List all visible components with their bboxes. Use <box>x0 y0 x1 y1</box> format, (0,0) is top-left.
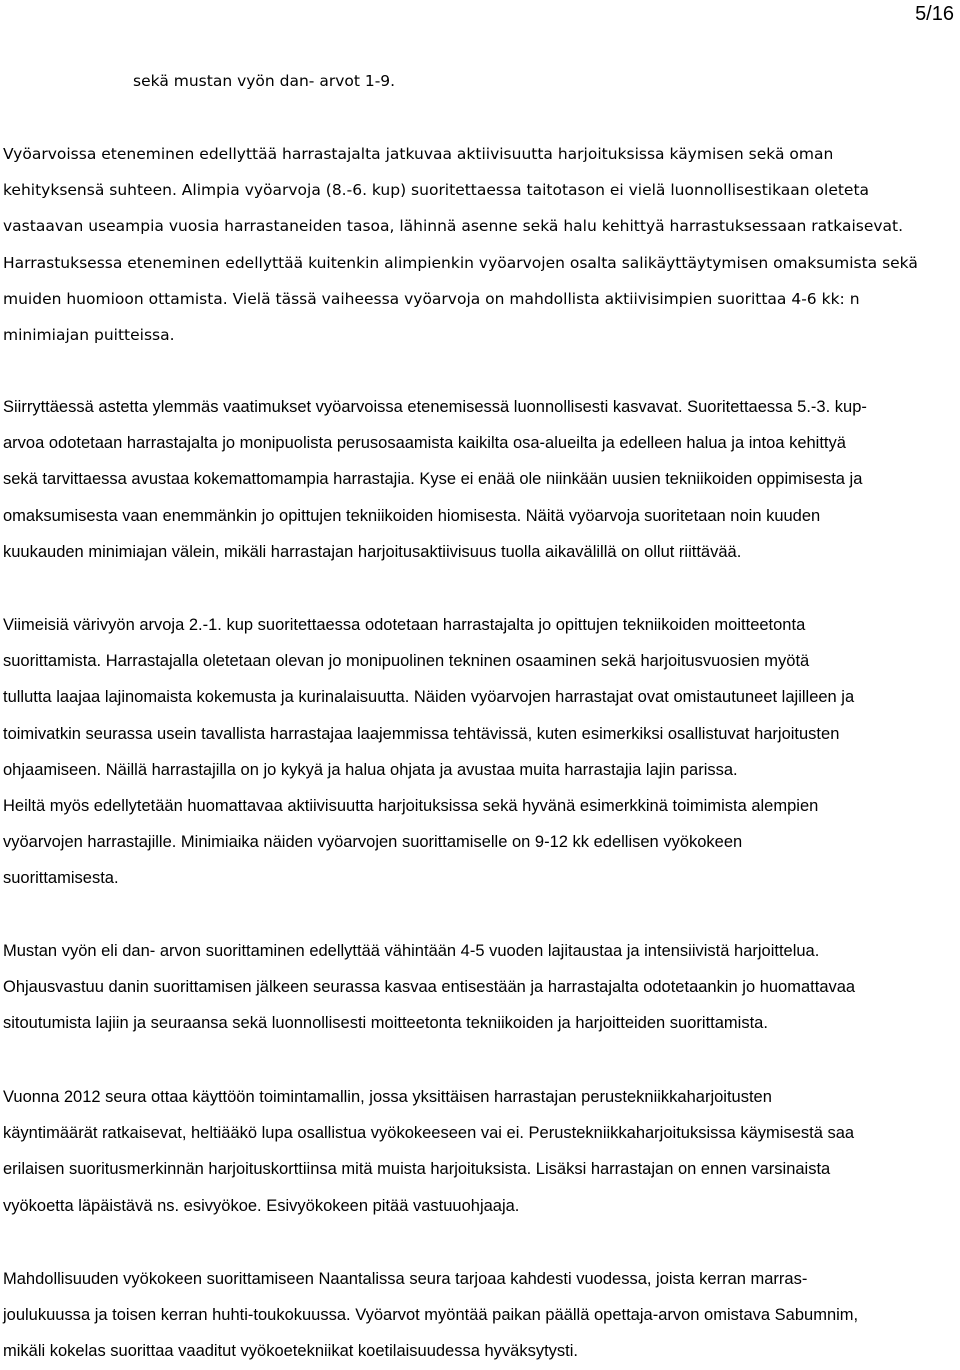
paragraph-3 <box>3 607 954 897</box>
text-line: Mustan vyön eli dan- arvon suorittaminen edellyttää vähintään 4-5 vuoden lajitaustaa ja intensiivistä harjoittelua. <box>3 942 820 960</box>
paragraph-6 <box>3 1261 954 1370</box>
text-line: sitoutumista lajiin ja seuraansa sekä luonnollisesti moitteetonta tekniikoiden ja harjoitteiden suorittamista. <box>3 1014 768 1033</box>
text-line: ohjaamiseen. Näillä harrastajilla on jo kykyä ja halua ohjata ja avustaa muita harrastajia lajin parissa. <box>3 760 738 779</box>
text-line: vastaavan useampia vuosia harrastaneiden tasoa, lähinnä asenne sekä halu kehittyä harrastuksessaan ratkaisevat. <box>3 217 904 236</box>
text-line: toimivatkin seurassa usein tavallista harrastajaa laajemmissa tehtävissä, kuten esimerkiksi osallistuvat harjoitusten <box>3 724 840 743</box>
text-line: minimiajan puitteissa. <box>3 325 175 344</box>
text-line: muiden huomioon ottamista. Vielä tässä vaiheessa vyöarvoja on mahdollista aktiivisimpien suorittaa 4-6 kk: n <box>3 289 860 308</box>
text-line: vyöarvojen harrastajille. Minimiaika näiden vyöarvojen suorittamiselle on 9-12 kk edellisen vyökokeen <box>3 833 743 852</box>
text-line: käyntimäärät ratkaisevat, heltiääkö lupa osallistua vyökokeeseen vai ei. Perustekniikkaharjoituksissa käymisestä saa <box>3 1124 855 1143</box>
text-line: kehityksensä suhteen. Alimpia vyöarvoja (8.-6. kup) suoritettaessa taitotason ei vielä luonnollisestikaan oleteta <box>3 181 870 200</box>
paragraph-2 <box>3 389 954 570</box>
text-line: sekä mustan vyön dan- arvot 1-9. <box>133 72 396 90</box>
text-line: Vuonna 2012 seura ottaa käyttöön toimintamallin, jossa yksittäisen harrastajan perustekniikkaharjoitusten <box>3 1088 772 1106</box>
text-line: Heiltä myös edellytetään huomattavaa aktiivisuutta harjoituksissa sekä hyvänä esimerkkinä toimimista alempien <box>3 796 819 815</box>
text-line: suorittamisesta. <box>3 869 119 888</box>
text-line: Harrastuksessa eteneminen edellyttää kuitenkin alimpienkin vyöarvojen osalta salikäyttäytymisen omaksumista sekä <box>3 253 918 272</box>
paragraph-1 <box>3 136 954 353</box>
text-line: Ohjausvastuu danin suorittamisen jälkeen seurassa kasvaa entisestään ja harrastajalta odotetaankin jo huomattavaa <box>3 978 856 997</box>
text-line: mikäli kokelas suorittaa vaaditut vyökoetekniikat koetilaisuudessa hyväksytysti. <box>3 1342 579 1361</box>
text-line: erilaisen suoritusmerkinnän harjoituskorttiinsa mitä muista harjoituksista. Lisäksi harrastajan on ennen varsinaista <box>3 1160 831 1179</box>
text-line: Viimeisiä värivyön arvoja 2.-1. kup suoritettaessa odotetaan harrastajalta jo opittujen tekniikoiden moitteetonta <box>3 616 806 634</box>
paragraph-5 <box>3 1079 954 1224</box>
paragraph-4 <box>3 933 954 1042</box>
intro-line <box>133 63 954 99</box>
text-line: sekä tarvittaessa avustaa kokemattomampia harrastajia. Kyse ei enää ole niinkään uusien tekniikoiden oppimisesta ja <box>3 470 863 489</box>
text-line: arvoa odotetaan harrastajalta jo monipuolista perusosaamista kaikilta osa-alueilta ja edelleen halua ja intoa kehittyä <box>3 434 846 453</box>
page-number: 5/16 <box>915 3 954 25</box>
text-line: Mahdollisuuden vyökokeen suorittamiseen Naantalissa seura tarjoaa kahdesti vuodessa, joista kerran marras- <box>3 1270 808 1288</box>
text-line: omaksumisesta vaan enemmänkin jo opittujen tekniikoiden hiomisesta. Näitä vyöarvoja suoritetaan noin kuuden <box>3 506 821 525</box>
text-line: suorittamista. Harrastajalla oletetaan olevan jo monipuolinen tekninen osaaminen sekä harjoitusvuosien myötä <box>3 652 810 671</box>
text-line: Siirryttäessä astetta ylemmäs vaatimukset vyöarvoissa etenemisessä luonnollisesti kasvavat. Suoritettaessa 5.-3. kup- <box>3 398 867 416</box>
text-line: kuukauden minimiajan välein, mikäli harrastajan harjoitusaktiivisuus tuolla aikavälillä on ollut riittävää. <box>3 542 742 561</box>
text-line: joulukuussa ja toisen kerran huhti-toukokuussa. Vyöarvot myöntää paikan päällä opettaja-arvon omistava Sabumnim, <box>3 1306 859 1325</box>
text-line: vyökoetta läpäistävä ns. esivyökoe. Esivyökokeen pitää vastuuohjaaja. <box>3 1196 520 1215</box>
text-line: Vyöarvoissa eteneminen edellyttää harrastajalta jatkuvaa aktiivisuutta harjoituksissa käymisen sekä oman <box>3 145 834 163</box>
text-line: tullutta laajaa lajinomaista kokemusta ja kurinalaisuutta. Näiden vyöarvojen harrastajat ovat omistautuneet lajilleen ja <box>3 688 855 707</box>
